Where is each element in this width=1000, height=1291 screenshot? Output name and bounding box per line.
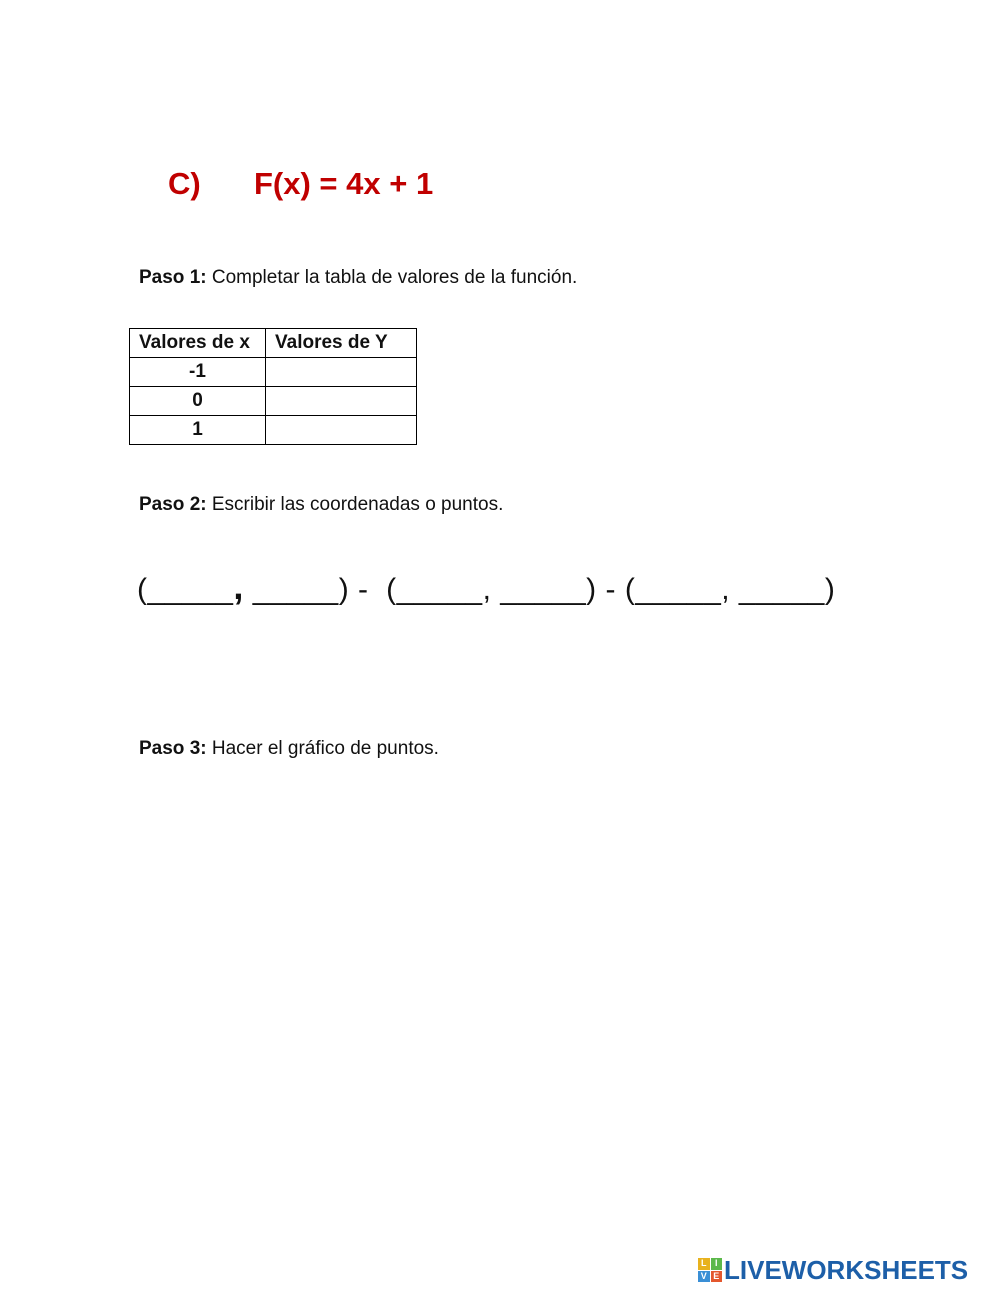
step-1-text: Completar la tabla de valores de la función. — [206, 267, 578, 288]
header-y-values: Valores de Y — [266, 329, 417, 358]
step-2 — [139, 494, 503, 516]
y-value-cell[interactable] — [266, 358, 417, 387]
y-value-cell[interactable] — [266, 416, 417, 445]
table-row — [130, 358, 417, 387]
function-formula: F(x) = 4x + 1 — [254, 166, 434, 201]
logo-tile: E — [711, 1271, 723, 1283]
logo-tile: I — [711, 1258, 723, 1270]
coordinate-blank-rest[interactable]: _____) - (_____, _____) - (_____, _____) — [243, 573, 836, 606]
logo-tile: V — [698, 1271, 710, 1283]
step-3 — [139, 738, 439, 760]
table-row — [130, 416, 417, 445]
logo-tile: L — [698, 1258, 710, 1270]
coordinate-blanks[interactable] — [137, 566, 835, 608]
x-value-cell: 1 — [130, 416, 266, 445]
x-value-cell: -1 — [130, 358, 266, 387]
step-1-label: Paso 1: — [139, 267, 207, 288]
brand-name: LIVEWORKSHEETS — [724, 1254, 969, 1285]
liveworksheets-brand — [698, 1255, 968, 1285]
y-value-cell[interactable] — [266, 387, 417, 416]
exercise-letter: C) — [168, 166, 201, 201]
header-x-values: Valores de x — [130, 329, 266, 358]
step-2-text: Escribir las coordenadas o puntos. — [206, 494, 504, 515]
x-value-cell: 0 — [130, 387, 266, 416]
step-3-text: Hacer el gráfico de puntos. — [206, 738, 439, 759]
table-header-row — [130, 329, 417, 358]
coordinate-blank-first[interactable]: (_____ — [137, 573, 234, 606]
values-table — [129, 328, 417, 445]
liveworksheets-logo-icon — [698, 1258, 722, 1282]
coordinate-comma: , — [233, 566, 244, 607]
step-2-label: Paso 2: — [139, 494, 207, 515]
table-row — [130, 387, 417, 416]
step-3-label: Paso 3: — [139, 738, 207, 759]
step-1 — [139, 267, 577, 289]
